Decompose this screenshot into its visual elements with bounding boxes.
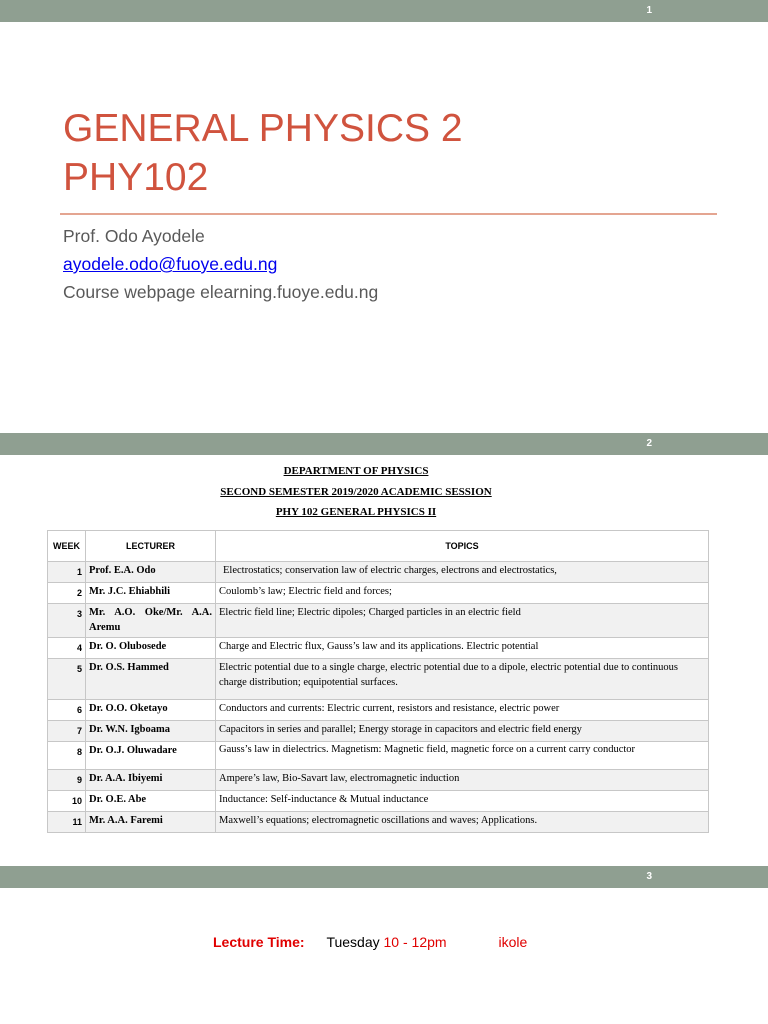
lecture-time-line: [213, 934, 527, 950]
week-cell: 4: [48, 638, 86, 659]
slide-header-bar-3: [0, 866, 768, 888]
title-line-1: GENERAL PHYSICS 2: [63, 107, 463, 150]
topic-cell: Inductance: Self-inductance & Mutual inductance: [216, 791, 709, 812]
slide-number: 2: [646, 438, 652, 449]
table-header-row: [48, 531, 709, 562]
schedule-table: [47, 530, 709, 833]
session-heading: SECOND SEMESTER 2019/2020 ACADEMIC SESSION: [220, 486, 492, 498]
topic-cell: Coulomb’s law; Electric field and forces;: [216, 583, 709, 604]
lecturer-cell: Dr. O.S. Hammed: [86, 659, 216, 700]
table-row: [48, 721, 709, 742]
lecturer-cell: Mr. A.O. Oke/Mr. A.A. Aremu: [86, 604, 216, 638]
lecturer-cell: Dr. O.E. Abe: [86, 791, 216, 812]
lecture-time-label: Lecture Time:: [213, 934, 305, 950]
week-cell: 6: [48, 700, 86, 721]
course-heading: PHY 102 GENERAL PHYSICS II: [275, 506, 437, 518]
lecturer-header: LECTURER: [86, 531, 216, 562]
week-cell: 3: [48, 604, 86, 638]
topic-cell: Electric potential due to a single charge, electric potential due to a dipole, electric potential due to continuous charge distribution; equipotential surfaces.: [216, 659, 709, 700]
week-cell: 10: [48, 791, 86, 812]
table-row: [48, 812, 709, 833]
email-line: [63, 254, 277, 275]
week-cell: 1: [48, 562, 86, 583]
lecturer-cell: Prof. E.A. Odo: [86, 562, 216, 583]
topic-cell: Maxwell’s equations; electromagnetic oscillations and waves; Applications.: [216, 812, 709, 833]
week-cell: 8: [48, 742, 86, 770]
topic-cell: Charge and Electric flux, Gauss’s law and its applications. Electric potential: [216, 638, 709, 659]
lecture-day: Tuesday: [326, 934, 380, 950]
table-row: [48, 638, 709, 659]
table-row: [48, 604, 709, 638]
topics-header: TOPICS: [216, 531, 709, 562]
topic-cell: Electrostatics; conservation law of electric charges, electrons and electrostatics,: [216, 562, 709, 583]
lecture-hours: 10 - 12pm: [383, 934, 447, 950]
topic-cell: Gauss’s law in dielectrics. Magnetism: Magnetic field, magnetic force on a current carry conductor: [216, 742, 709, 770]
table-row: [48, 583, 709, 604]
department-heading: DEPARTMENT OF PHYSICS: [283, 465, 429, 477]
lecturer-cell: Dr. W.N. Igboama: [86, 721, 216, 742]
week-cell: 11: [48, 812, 86, 833]
week-cell: 2: [48, 583, 86, 604]
slide-title: [63, 104, 463, 202]
table-row: [48, 742, 709, 770]
lecturer-cell: Dr. A.A. Ibiyemi: [86, 770, 216, 791]
email-link[interactable]: ayodele.odo@fuoye.edu.ng: [63, 254, 278, 274]
slide-number: 3: [646, 871, 652, 882]
topic-cell: Electric field line; Electric dipoles; Charged particles in an electric field: [216, 604, 709, 638]
lecturer-name: Prof. Odo Ayodele: [63, 226, 205, 246]
week-cell: 9: [48, 770, 86, 791]
title-line-2: PHY102: [63, 156, 209, 199]
lecturer-cell: Dr. O. Olubosede: [86, 638, 216, 659]
lecturer-cell: Mr. J.C. Ehiabhili: [86, 583, 216, 604]
lecturer-cell: Dr. O.O. Oketayo: [86, 700, 216, 721]
title-divider: [60, 213, 717, 215]
slide-number: 1: [646, 5, 652, 16]
week-cell: 7: [48, 721, 86, 742]
table-row: [48, 700, 709, 721]
table-row: [48, 659, 709, 700]
topic-cell: Capacitors in series and parallel; Energy storage in capacitors and electric field energy: [216, 721, 709, 742]
topic-cell: Conductors and currents: Electric current, resistors and resistance, electric power: [216, 700, 709, 721]
topic-cell: Ampere’s law, Bio-Savart law, electromagnetic induction: [216, 770, 709, 791]
lecture-venue: ikole: [498, 934, 528, 950]
week-cell: 5: [48, 659, 86, 700]
week-header: WEEK: [48, 531, 86, 562]
slide-header-bar-2: [0, 433, 768, 455]
lecturer-cell: Mr. A.A. Faremi: [86, 812, 216, 833]
table-row: [48, 791, 709, 812]
slide-header-bar-1: [0, 0, 768, 22]
table-row: [48, 770, 709, 791]
table-row: [48, 562, 709, 583]
lecturer-cell: Dr. O.J. Oluwadare: [86, 742, 216, 770]
course-webpage: Course webpage elearning.fuoye.edu.ng: [63, 282, 379, 302]
